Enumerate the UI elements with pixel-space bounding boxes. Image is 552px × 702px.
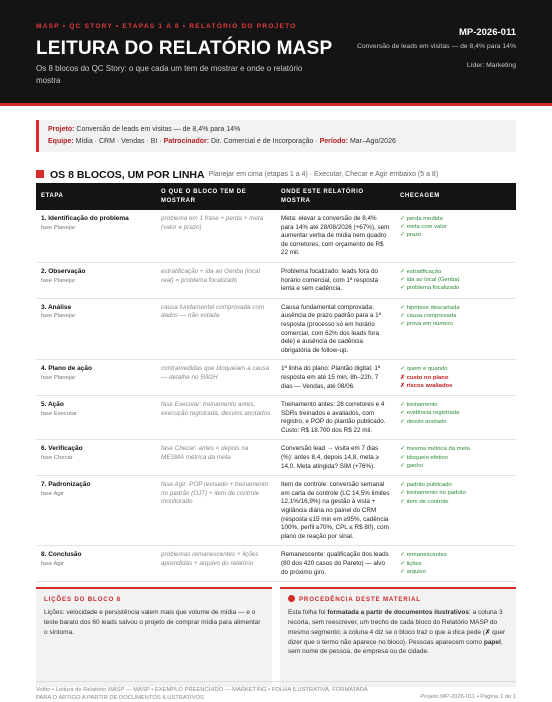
provenance-text-g: , sem nome de pessoa, de empresa ou de cidade. (288, 638, 503, 656)
column-header-must-show: O QUE O BLOCO TEM DE MOSTRAR (156, 183, 276, 210)
check-item-ok: ✓ meta com valor (400, 224, 447, 231)
cell-checks (395, 476, 516, 546)
cell-checks (395, 546, 516, 582)
check-item-ok: ✓ desvio anotado (400, 418, 447, 425)
provenance-text-bold-1: formatada a partir de documentos ilustrativos (327, 609, 469, 617)
cell-stage (36, 298, 156, 360)
check-item-ok: ✓ problema focalizado (400, 285, 460, 292)
cell-where-shown: Treinamento antes: 28 corretores e 4 SDRs treinados e avaliados, com registro, e POP do plantão publicado. Custo: R$ 18.700 dos R$ 22 mil. (276, 396, 395, 440)
provenance-title: PROCEDÊNCIA DESTE MATERIAL (299, 596, 421, 604)
check-item-ok: ✓ prova em número (400, 321, 453, 328)
column-header-where-shown: ONDE ESTE RELATÓRIO MOSTRA (276, 183, 395, 210)
table-header-row (36, 183, 516, 210)
stage-phase: fase Agir (41, 561, 64, 567)
column-header-etapa: ETAPA (36, 183, 156, 210)
footer-divider (36, 681, 516, 682)
cell-checks (395, 396, 516, 440)
provenance-heading (288, 596, 508, 603)
table-row (36, 546, 516, 582)
header-kicker: MASP • QC STORY • ETAPAS 1 A 8 • RELATÓRIO DO PROJETO (36, 23, 297, 30)
cell-where-shown: Meta: elevar a conversão de 8,4% para 14% até 28/08/2026 (+67%), sem aumentar verba de mídia nem quadro de corretores, com orçamento de R$ 22 mil. (276, 210, 395, 262)
section-title: OS 8 BLOCOS, UM POR LINHA (50, 168, 205, 181)
cell-checks (395, 262, 516, 298)
header-accent-line (0, 103, 552, 106)
blocks-table (36, 183, 516, 582)
cell-checks (395, 440, 516, 476)
section-square-icon (36, 170, 44, 178)
provenance-box (280, 587, 516, 687)
project-value: Conversão de leads em visitas — de 8,4% para 14% (76, 126, 241, 133)
check-item-ok: ✓ estratificação (400, 268, 442, 275)
cell-where-shown: Conversão lead → visita em 7 dias (%): antes 8,4, depois 14,8, meta ≥ 14,0. Meta atingida? SIM (+76%). (276, 440, 395, 476)
check-item-ok: ✓ perda medida (400, 216, 443, 222)
cell-must-show: contramedidas que bloqueiam a causa — detalhe no 5W2H (156, 360, 276, 396)
check-item-ok: ✓ causa comprovada (400, 312, 457, 319)
footer-right: Projeto MP-2026-011 • Página 1 de 1 (420, 694, 516, 700)
project-row (48, 124, 507, 136)
cell-where-shown: Item de controle: conversão semanal em carta de controle (LC 14,5% limites 12,1%/16,9%) na gestão à vista + vigilância diária no painel do CRM (resposta ≤15 min em ≥95%, cadência 100%, perfil ≥70%, CPL ≤ R$ 80), com plano de reação por sinal. (276, 476, 395, 546)
provenance-text-e: quer dizer que o termo não aparece no bloco). Pessoas aparecem como (288, 628, 506, 646)
check-item-ok: ✓ ganho (400, 462, 423, 469)
page-title: LEITURA DO RELATÓRIO MASP (36, 38, 333, 59)
document-description: Conversão de leads em visitas — de 8,4% para 14% (356, 43, 516, 50)
stage-phase: fase Planejar (41, 277, 76, 284)
check-item-ok: ✓ remanescentes (400, 552, 447, 559)
stage-name: 2. Observação (41, 267, 86, 275)
stage-phase: fase Planejar (41, 224, 76, 231)
check-item-ok: ✓ quem e quando (400, 366, 448, 373)
provenance-text (288, 608, 508, 657)
column-header-check: CHECAGEM (395, 183, 516, 210)
check-item-ok: ✓ evidência registrada (400, 410, 460, 417)
check-item-ok: ✓ lições (400, 560, 422, 567)
stage-phase: fase Checar (41, 455, 73, 462)
stage-name: 6. Verificação (41, 445, 83, 453)
cell-must-show: estratificação + ida ao Genba (local real) = problema focalizado (156, 262, 276, 298)
cell-where-shown: Problema focalizado: leads fora do horário comercial, com 1ª resposta lenta e sem cadência. (276, 262, 395, 298)
lessons-text: Lições: velocidade e persistência valem mais que volume de mídia — e o teste barato dos 60 leads salvou o projeto de comprar mídia para alimentar o sintoma. (44, 609, 261, 636)
check-item-ok: ✓ padrão publicado (400, 482, 452, 489)
cell-must-show: fase Checar: antes × depois na MESMA métrica da meta (156, 440, 276, 476)
check-item-ok: ✓ treinamento no padrão (400, 490, 466, 497)
cell-stage (36, 546, 156, 582)
project-info-box (36, 120, 516, 152)
cell-stage (36, 476, 156, 546)
cell-stage (36, 396, 156, 440)
project-label: Projeto: (48, 126, 75, 133)
table-row (36, 210, 516, 262)
table-row (36, 396, 516, 440)
cell-stage (36, 360, 156, 396)
cell-must-show: causa fundamental comprovada com dados — não votada (156, 298, 276, 360)
cell-where-shown: Remanescente: qualificação dos leads (80 dos 420 casos do Pareto) — alvo do próximo giro. (276, 546, 395, 582)
cell-stage (36, 262, 156, 298)
cell-where-shown: Causa fundamental comprovada: ausência de prazo padrão para a 1ª resposta (processo só em horário comercial, com 62% dos leads fora dele) e ausência de cadência obrigatória de follow-up. (276, 298, 395, 360)
footer-left: Voltto • Leitura do Relatório MASP — MASP • EXEMPLO PREENCHIDO — MARKETING • FOLHA ILUSTRATIVA, FORMATADA PARA O ARTIGO A PARTIR DE DOCUMENTOS ILUSTRATIVOS (36, 687, 368, 701)
period-label: Período: (319, 138, 348, 145)
lessons-title: LIÇÕES DO BLOCO 8 (44, 596, 121, 603)
section-heading (36, 166, 439, 181)
page-subtitle: Os 8 blocos do QC Story: o que cada um tem de mostrar e onde o relatório mostra (36, 64, 303, 85)
stage-phase: fase Executar (41, 410, 78, 417)
provenance-text-c: : a coluna 3 recorta, sem reescrever, um trecho de cada bloco do Relatório MASP do mesmo segmento; a coluna 4 diz se o bloco traz o que a dica pede ( (288, 609, 503, 636)
section-subtitle: Planejar em cima (etapas 1 a 4) · Executar, Checar e Agir embaixo (5 a 8) (208, 171, 439, 179)
check-item-missing: ✗ riscos avaliados (400, 382, 453, 389)
check-item-ok: ✓ hipótese descartada (400, 304, 460, 311)
check-item-missing: ✗ custo no plano (400, 374, 449, 381)
provenance-text-bold-2: papel (483, 638, 501, 646)
document-id: MP-2026-011 (458, 27, 516, 38)
check-item-ok: ✓ arquivo (400, 568, 426, 575)
cell-must-show: fase Agir: POP revisado + treinamento no padrão (OJT) + item de controle monitorado (156, 476, 276, 546)
cell-checks (395, 210, 516, 262)
cell-stage (36, 210, 156, 262)
team-label: Equipe: (48, 138, 74, 145)
sponsor-label: Patrocinador: (163, 138, 210, 145)
table-row (36, 476, 516, 546)
lessons-box (36, 587, 272, 687)
team-value: Mídia · CRM · Vendas · BI (75, 138, 158, 145)
stage-phase: fase Agir (41, 490, 64, 497)
cell-must-show: problemas remanescentes + lições aprendidas + arquivo do relatório (156, 546, 276, 582)
sponsor-value: Dir. Comercial e de Incorporação (211, 138, 314, 145)
stage-name: 3. Análise (41, 303, 72, 311)
period-value: Mar–Ago/2026 (349, 138, 396, 145)
table-row (36, 360, 516, 396)
stage-phase: fase Planejar (41, 374, 76, 381)
stage-name: 5. Ação (41, 401, 64, 409)
check-item-ok: ✓ prazo (400, 232, 422, 239)
check-item-ok: ✓ ida ao local (Genba) (400, 277, 460, 284)
check-item-ok: ✓ treinamento (400, 402, 438, 409)
provenance-text-a: Esta folha foi (288, 609, 328, 617)
table-row (36, 298, 516, 360)
stage-name: 8. Conclusão (41, 551, 82, 559)
cell-must-show: fase Executar: treinamento antes, execução registrada, desvios anotados (156, 396, 276, 440)
team-row: Equipe: Mídia · CRM · Vendas · BI · Patrocinador: Dir. Comercial e de Incorporação · Período: Mar–Ago/2026 (48, 138, 396, 145)
table-row (36, 262, 516, 298)
check-item-ok: ✓ mesma métrica da meta (400, 446, 470, 453)
table-row (36, 440, 516, 476)
cell-must-show: problema em 1 frase + perda + meta (valor e prazo) (156, 210, 276, 262)
document-leader: Líder: Marketing (466, 62, 516, 69)
cell-checks (395, 298, 516, 360)
stage-phase: fase Planejar (41, 313, 76, 320)
cell-checks (395, 360, 516, 396)
stage-name: 7. Padronização (41, 481, 91, 489)
stage-name: 4. Plano de ação (41, 365, 92, 373)
cell-stage (36, 440, 156, 476)
check-item-ok: ✓ bloqueio efetivo (400, 454, 448, 461)
cell-where-shown: 1ª linha do plano: Plantão digital: 1ª resposta em até 15 min, 8h–22h, 7 dias — Vendas, até 08/06. (276, 360, 395, 396)
stage-name: 1. Identificação do problema (41, 215, 129, 222)
provenance-text-cross: ✗ (484, 628, 491, 636)
record-dot-icon (288, 595, 295, 602)
check-item-ok: ✓ item de controle (400, 498, 449, 505)
